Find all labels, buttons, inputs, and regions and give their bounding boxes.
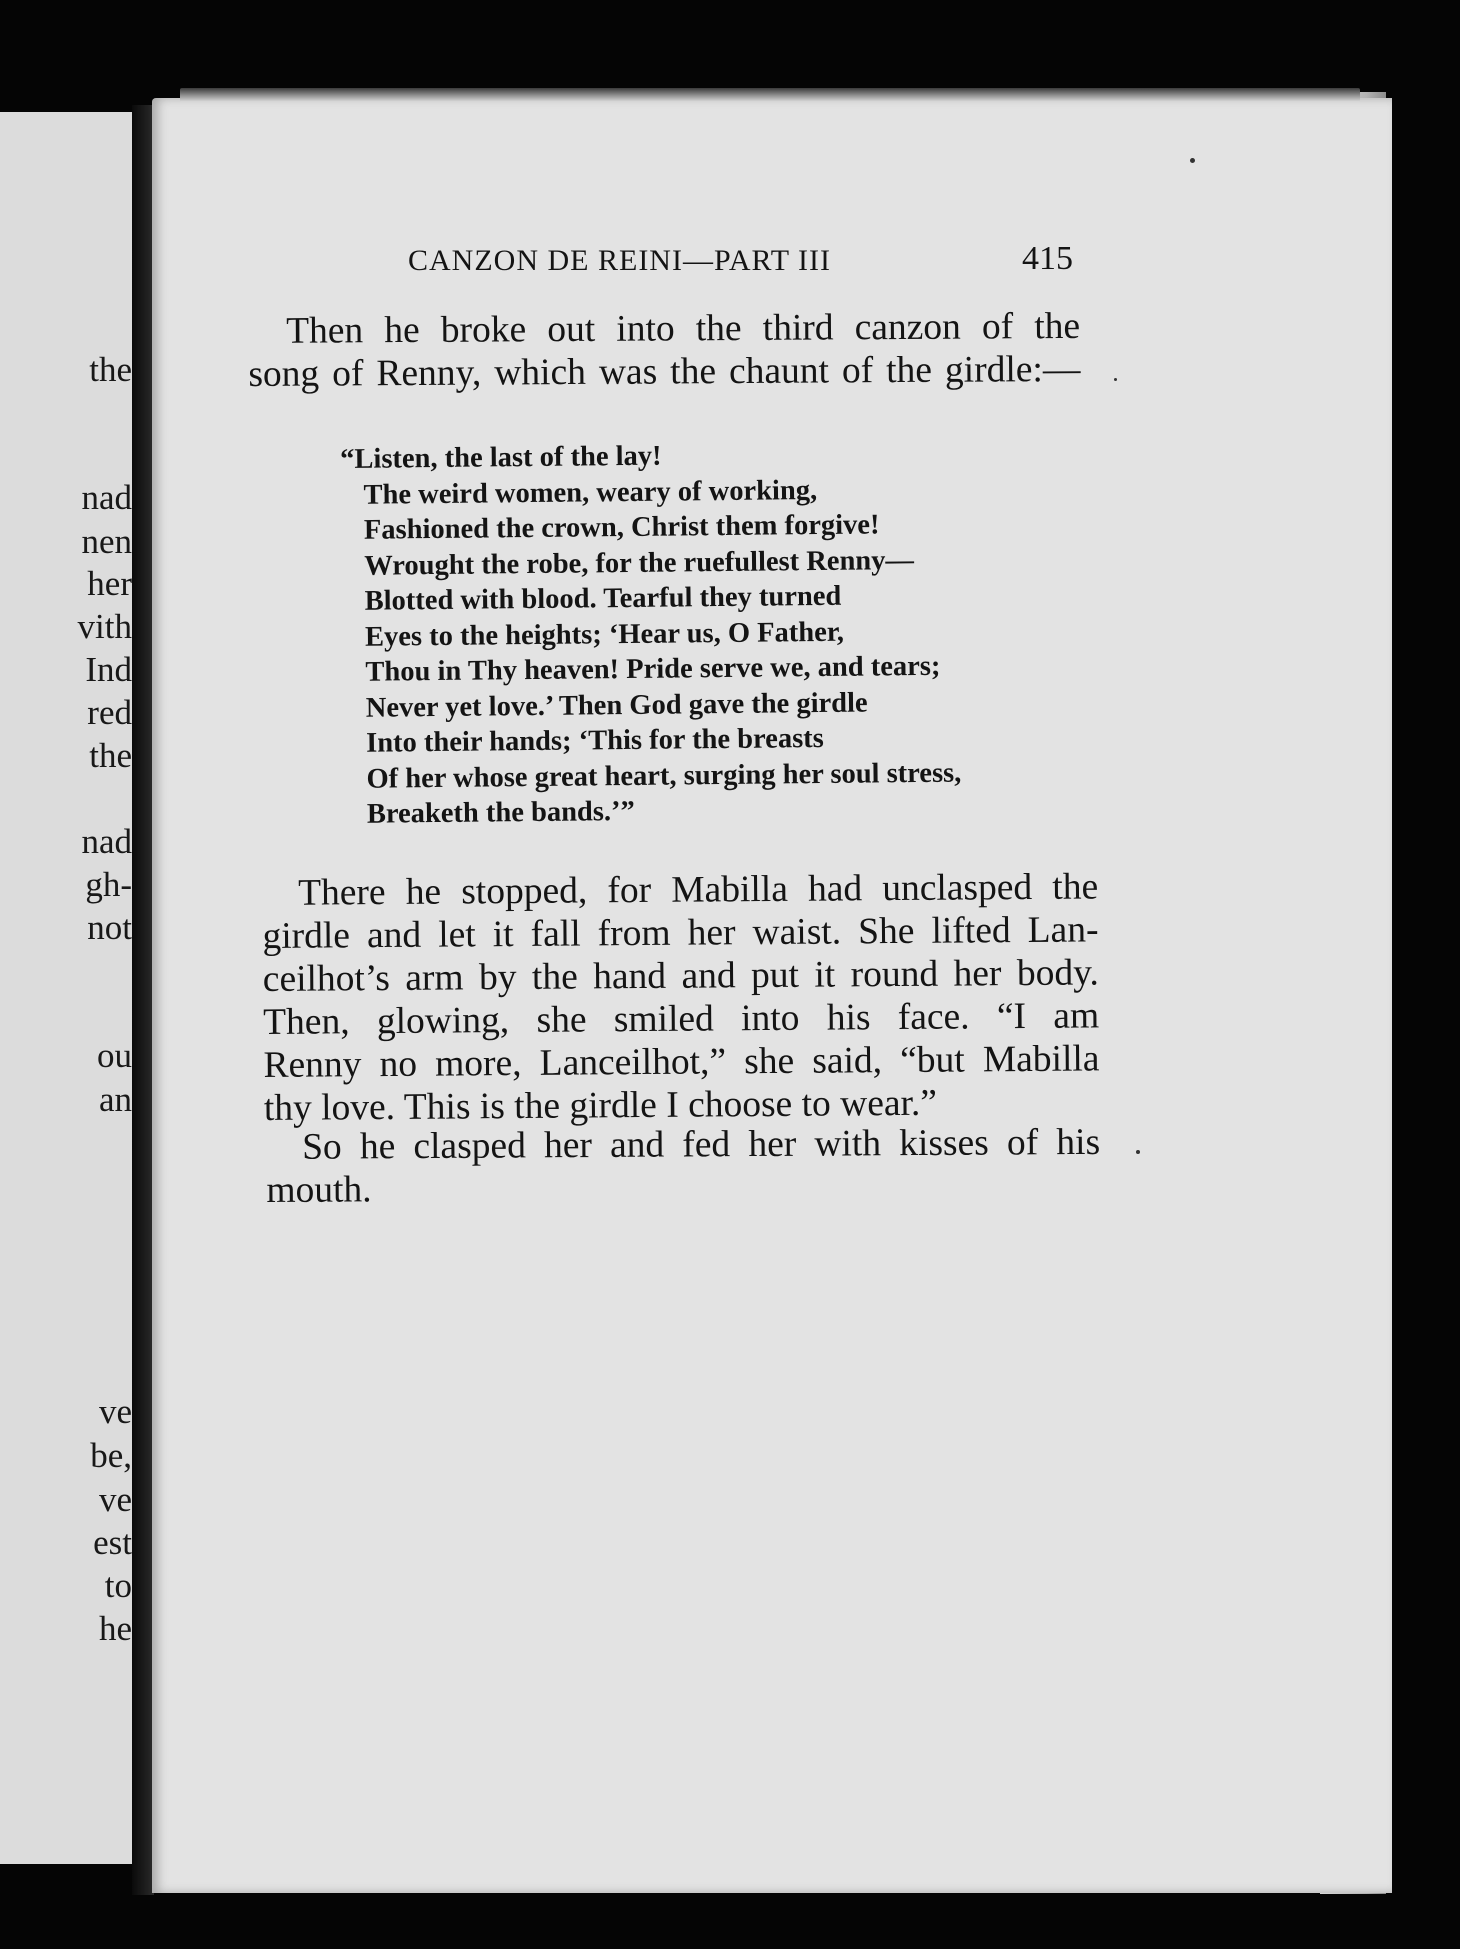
intro-paragraph xyxy=(248,305,1081,396)
verse-line: Eyes to the heights; ‘Hear us, O Father, xyxy=(364,616,845,653)
left-fragment: ou xyxy=(97,1036,132,1075)
page-top-edge xyxy=(180,88,1360,102)
scan-speck xyxy=(1190,158,1195,163)
page-number: 415 xyxy=(1022,240,1073,277)
verse-line: “Listen, the last of the lay! xyxy=(340,440,662,475)
left-fragment: nad xyxy=(81,822,132,861)
text-line: Then, glowing, she smiled into his face. “I am xyxy=(263,995,1100,1043)
verse-block xyxy=(340,436,962,833)
left-fragment: the xyxy=(89,736,132,775)
verse-line: Thou in Thy heaven! Pride serve we, and tears; xyxy=(365,650,941,688)
left-fragment: be, xyxy=(90,1436,132,1475)
left-fragment: nen xyxy=(81,522,132,561)
left-fragment: vith xyxy=(77,607,132,646)
left-fragment: est xyxy=(93,1523,132,1562)
left-fragment: to xyxy=(104,1566,132,1605)
left-fragment: ve xyxy=(98,1392,132,1431)
verse-line: Never yet love.’ Then God gave the girdle xyxy=(365,686,868,724)
verse-line: Blotted with blood. Tearful they turned xyxy=(364,580,842,617)
left-fragment: he xyxy=(98,1609,132,1648)
verse-line: The weird women, weary of working, xyxy=(363,474,818,511)
text-line: thy love. This is the girdle I choose to wear.” xyxy=(263,1082,938,1129)
left-fragment: not xyxy=(87,908,132,947)
text-line: song of Renny, which was the chaunt of the girdle:— xyxy=(248,348,1081,395)
verse-line: Into their hands; ‘This for the breasts xyxy=(365,722,824,759)
verse-line: Fashioned the crown, Christ them forgive! xyxy=(363,509,880,546)
text-line: ceilhot’s arm by the hand and put it round her body. xyxy=(262,952,1099,1000)
left-fragment: nad xyxy=(81,478,132,517)
scan-speck xyxy=(1136,1150,1140,1154)
closing-paragraph xyxy=(266,1121,1101,1212)
book-gutter xyxy=(132,105,154,1895)
scan-speck xyxy=(1114,378,1117,381)
verse-line: Of her whose great heart, surging her soul stress, xyxy=(366,757,962,795)
text-line: There he stopped, for Mabilla had unclasped the xyxy=(298,866,1099,914)
left-fragment: an xyxy=(98,1080,132,1119)
text-line: Then he broke out into the third canzon of the xyxy=(286,305,1081,352)
left-fragment: ve xyxy=(98,1480,132,1519)
verse-line: Wrought the robe, for the ruefullest Renny— xyxy=(364,544,915,582)
previous-page-fragment xyxy=(0,112,132,1864)
left-fragment: red xyxy=(87,693,132,732)
running-head: CANZON DE REINI—PART III xyxy=(408,244,832,277)
left-fragment: gh- xyxy=(85,865,132,904)
verse-line: Breaketh the bands.’” xyxy=(366,795,635,830)
text-line: girdle and let it fall from her waist. She lifted Lan- xyxy=(262,909,1099,957)
text-line: Renny no more, Lanceilhot,” she said, “but Mabilla xyxy=(263,1038,1100,1086)
text-line: mouth. xyxy=(266,1169,372,1211)
left-fragment: her xyxy=(87,564,132,603)
narrative-paragraph xyxy=(262,865,1100,1130)
text-line: So he clasped her and fed her with kisses of his xyxy=(302,1121,1101,1168)
left-fragment: the xyxy=(89,350,132,389)
left-fragment: Ind xyxy=(85,650,132,689)
